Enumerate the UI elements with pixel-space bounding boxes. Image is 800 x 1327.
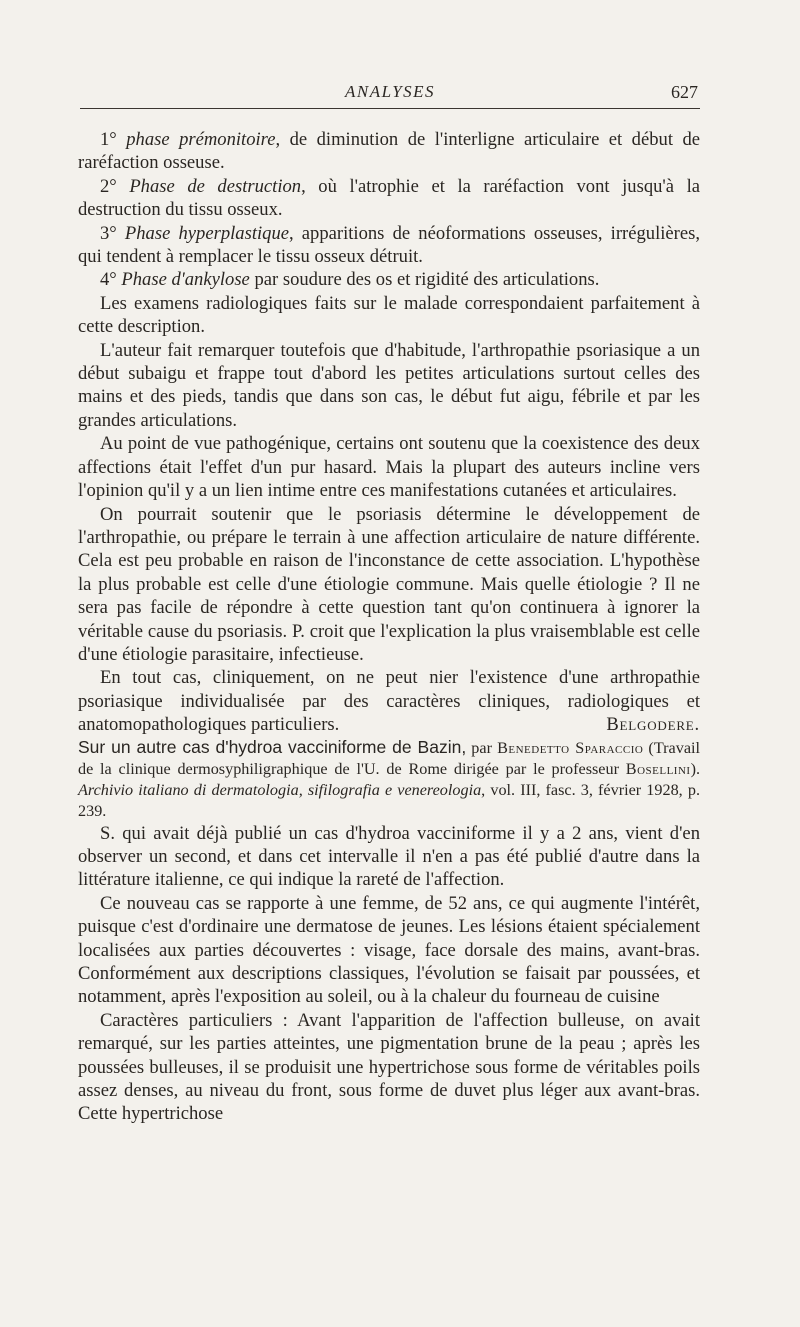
- paragraph: Au point de vue pathogénique, certains ont soutenu que la coexistence des deux affections était l'effet d'un pur hasard. Mais la plupart des auteurs incline vers l'opinion qu'il y a un lien intime entre ces manifestations cutanées et articulaires.: [78, 433, 700, 502]
- phase-name: Phase d'ankylose: [121, 269, 250, 291]
- paragraph: S. qui avait déjà publié un cas d'hydroa vacciniforme il y a 2 ans, vient d'en observer un second, et dans cet intervalle il n'en a pas été publié d'autre dans la littérature italienne, ce qui indique la rareté de l'affection.: [78, 822, 700, 891]
- phase-name: Phase de destruction: [129, 175, 302, 197]
- running-head: [80, 82, 700, 109]
- article-journal: Archivio italiano di dermatologia, sifilografia e venereologia: [78, 780, 482, 799]
- closing-text: En tout cas, cliniquement, on ne peut nier l'existence d'une arthropathie psoriasique individualisée par des caractères cliniques, radiologiques et anatomopathologiques particuliers.: [78, 667, 700, 736]
- phase-number: 2°: [100, 175, 117, 197]
- paragraph: Les examens radiologiques faits sur le malade correspondaient parfaitement à cette description.: [78, 292, 700, 338]
- phase-number: 1°: [100, 129, 117, 150]
- signature: Belgodere.: [606, 714, 700, 736]
- article-heading: [78, 737, 700, 822]
- paragraph: Ce nouveau cas se rapporte à une femme, de 52 ans, ce qui augmente l'intérêt, puisque c'est d'ordinaire une dermatose de jeunes. Les lésions étaient spécialement localisées aux parties découvertes : visage, face dorsale des mains, avant-bras. Conformément aux descriptions classiques, l'évolution se faisait par poussées, et notamment, après l'exposition au soleil, ou à la chaleur du fourneau de cuisine: [78, 892, 700, 1008]
- phase-name: Phase hyperplastique: [124, 222, 289, 244]
- paragraph: Caractères particuliers : Avant l'apparition de l'affection bulleuse, on avait remarqué, sur les parties atteintes, une pigmentation brune de la peau ; après les poussées bulleuses, il se produisit une hypertrichose sous forme de véritables poils assez denses, au niveau du front, sous forme de duvet plus léger aux avant-bras. Cette hypertrichose: [78, 1009, 700, 1125]
- paragraph: On pourrait soutenir que le psoriasis détermine le développement de l'arthropathie, ou prépare le terrain à une affection articulaire de nature différente. Cela est peu probable en raison de l'inconstance de cette association. L'hypothèse la plus probable est celle d'une étiologie commune. Mais quelle étiologie ? Il ne sera pas facile de répondre à cette question tant qu'on continuera à ignorer la véritable cause du psoriasis. P. croit que l'explication la plus vraisemblable est celle d'une étiologie parasitaire, infectieuse.: [78, 503, 700, 665]
- phase-3: [78, 222, 700, 269]
- phase-text: , apparitions de néoformations osseuses, irrégulières, qui tendent à remplacer le tissu osseux détruit.: [78, 222, 700, 268]
- article-author: Benedetto Sparaccio: [497, 738, 644, 757]
- phase-text: , où l'atrophie et la raréfaction vont jusqu'à la destruction du tissu osseux.: [78, 175, 700, 221]
- page-number: 627: [671, 82, 698, 102]
- article-citation-a: (Travail de la clinique dermosyphiligraphique de l'U. de Rome dirigée par le professeur: [78, 738, 700, 778]
- article-title: Sur un autre cas d'hydroa vacciniforme de Bazin,: [78, 736, 467, 757]
- phase-number: 3°: [100, 222, 117, 244]
- closing-paragraph: [78, 666, 700, 736]
- phase-text: , de diminution de l'interligne articulaire et début de raréfaction osseuse.: [78, 129, 701, 174]
- phase-4: [78, 268, 700, 291]
- paragraph: L'auteur fait remarquer toutefois que d'habitude, l'arthropathie psoriasique a un début subaigu et frappe tout d'abord les petites articulations surtout celles des mains et des pieds, tandis que dans son cas, le début fut aigu, fébrile et par les grandes articulations.: [78, 339, 700, 431]
- article-by: par: [466, 738, 498, 757]
- phase-number: 4°: [100, 269, 117, 291]
- text-body: [78, 128, 700, 1126]
- phase-text: par soudure des os et rigidité des articulations.: [249, 269, 600, 291]
- phase-1: [78, 128, 700, 175]
- running-head-title: ANALYSES: [344, 82, 436, 101]
- phase-name: phase prémonitoire: [126, 129, 276, 150]
- phase-2: [78, 175, 700, 222]
- article-citation-b: ).: [690, 759, 700, 778]
- article-director: Bosellini: [625, 759, 691, 778]
- article-citation-c: , vol. III, fasc. 3, février 1928, p. 239.: [78, 780, 700, 820]
